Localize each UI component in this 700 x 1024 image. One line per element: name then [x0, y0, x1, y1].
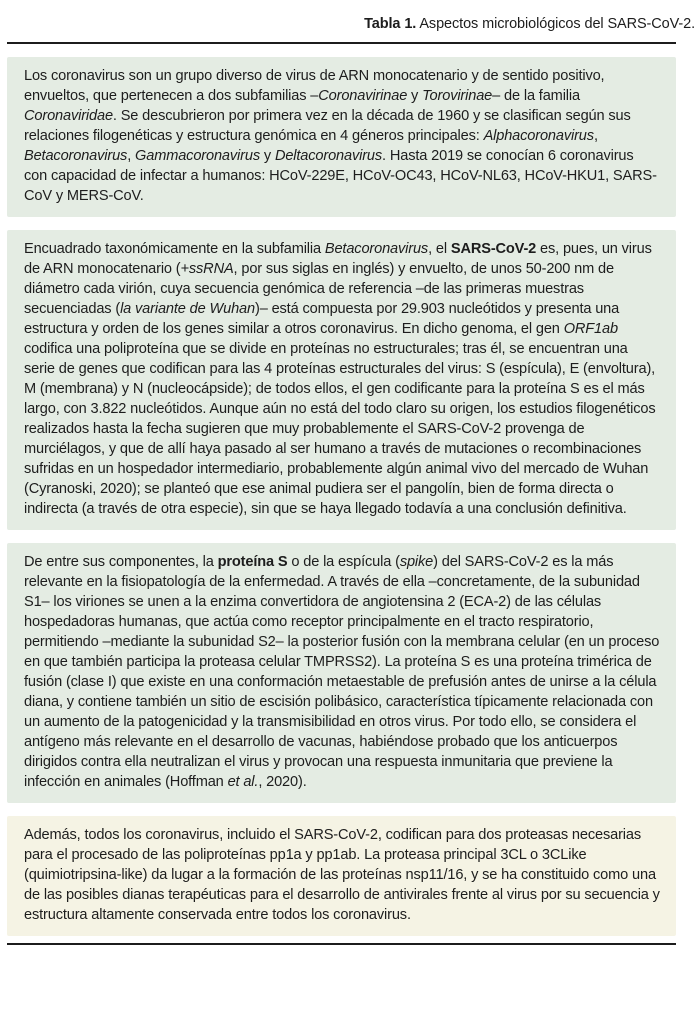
table-caption-label: Tabla 1. [364, 16, 417, 32]
table-caption [0, 0, 700, 42]
text-run: , por sus siglas en inglés) y envuelto, de unos 50-200 nm de diámetro cada virión, cuya secuencia genómica de referencia –de las primeras muestras secuenciadas ( [24, 261, 614, 317]
table-1 [7, 42, 676, 945]
text-run: es, pues, un virus de ARN monocatenario ( [24, 241, 652, 277]
text-run: +ssRNA [180, 261, 234, 277]
text-run: Betacoronavirus [24, 148, 128, 164]
text-run: spike [399, 554, 434, 570]
text-run: . Se descubrieron por primera vez en la década de 1960 y se clasifican según sus relaciones filogenéticas y estructura genómica en 4 géneros principales: [24, 108, 631, 144]
text-run: Betacoronavirus [324, 241, 429, 257]
table-cell-sars-cov-2-genome [7, 230, 676, 530]
table-cell-spike-protein [7, 543, 676, 803]
text-run: codifica una poliproteína que se divide en proteínas no estructurales; tras él, se encuentran una serie de genes que codifican para las 4 proteínas estructurales del virus: S (espícula), E (envoltura), M (membrana) y N (nucleocápside); de todos ellos, el gen codificante para la proteína S es el más largo, con 3.822 nucleótidos. Aunque aún no está del todo claro su origen, los estudios filogenéticos realizados hasta la fecha sugieren que muy probablemente el SARS-CoV-2 provenga de murciélagos, y que de allí haya pasado al ser humano a través de mutaciones o recombinaciones sufridas en un hospedador intermediario, probablemente algún animal vivo del mercado de Wuhan (Cyranoski, 2020); se planteó que ese animal pudiera ser el pangolín, bien de forma directa o indirecta (a través de otra especie), sin que se haya llegado todavía a una conclusión definitiva. [24, 341, 656, 517]
text-run: o de la espícula ( [287, 554, 400, 570]
text-run: y [407, 88, 423, 104]
text-run: )– está compuesta por 29.903 nucleótidos y presenta una estructura y orden de los genes similar a otros coronavirus. En dicho genoma, el gen [24, 301, 620, 337]
text-run: , [127, 148, 136, 164]
table-caption-text: Aspectos microbiológicos del SARS-CoV-2. [416, 16, 695, 32]
text-run: ORF1ab [563, 321, 618, 337]
text-run: – de la familia [492, 88, 580, 104]
text-run: Deltacoronavirus [274, 148, 383, 164]
text-run: proteína S [217, 554, 288, 570]
text-run: Torovirinae [422, 88, 493, 104]
text-run: Alphacoronavirus [483, 128, 594, 144]
text-run: y [259, 148, 275, 164]
text-run: , [593, 128, 598, 144]
text-run: De entre sus componentes, la [24, 554, 218, 570]
text-run: SARS-CoV-2 [450, 241, 537, 257]
text-run: Encuadrado taxonómicamente en la subfamilia [24, 241, 325, 257]
text-run: . Hasta 2019 se conocían 6 coronavirus con capacidad de infectar a humanos: HCoV-229E, HCoV-OC43, HCoV-NL63, HCoV-HKU1, SARS-CoV y MERS-CoV. [24, 148, 657, 204]
table-bottom-rule [7, 943, 676, 945]
text-run: Además, todos los coronavirus, incluido el SARS-CoV-2, codifican para dos proteasas necesarias para el procesado de las poliproteínas pp1a y pp1ab. La proteasa principal 3CL o 3CLike (quimiotripsina-like) da lugar a la formación de las proteínas nsp11/16, y se ha constituido como una de las posibles dianas terapéuticas para el desarrollo de antivirales frente al virus por su secuencia y estructura altamente conservada entre todos los coronavirus. [24, 827, 660, 923]
table-cell-coronavirus-overview [7, 57, 676, 217]
text-run: la variante de Wuhan [120, 301, 255, 317]
text-run: et al. [227, 774, 259, 790]
text-run: Los coronavirus son un grupo diverso de virus de ARN monocatenario y de sentido positivo, envueltos, que pertenecen a dos subfamilias – [24, 68, 605, 104]
table-body [7, 57, 676, 936]
text-run: , el [428, 241, 451, 257]
text-run: , 2020). [258, 774, 307, 790]
text-run: Coronaviridae [24, 108, 113, 124]
table-cell-proteases [7, 816, 676, 936]
table-top-rule [7, 42, 676, 44]
text-run: ) del SARS-CoV-2 es la más relevante en la fisiopatología de la enfermedad. A través de ella –concretamente, de la subunidad S1– los viriones se unen a la enzima convertidora de angiotensina 2 (ECA-2) de las células hospedadoras humanas, que actúa como receptor principalmente en el tracto respiratorio, permitiendo –mediante la subunidad S2– la posterior fusión con la membrana celular (en un proceso en que también participa la proteasa celular TMPRSS2). La proteína S es una proteína trimérica de fusión (clase I) que existe en una conformación metaestable de prefusión antes de unirse a la célula diana, y contiene también un sitio de escisión polibásico, característica típicamente relacionada con un aumento de la patogenicidad y la transmisibilidad en otros virus. Por todo ello, se considera el antígeno más relevante en el desarrollo de vacunas, habiéndose probado que los anticuerpos dirigidos contra ella neutralizan el virus y provocan una respuesta inmunitaria que previene la infección en animales (Hoffman [24, 554, 660, 790]
text-run: Gammacoronavirus [135, 148, 260, 164]
text-run: Coronavirinae [318, 88, 408, 104]
